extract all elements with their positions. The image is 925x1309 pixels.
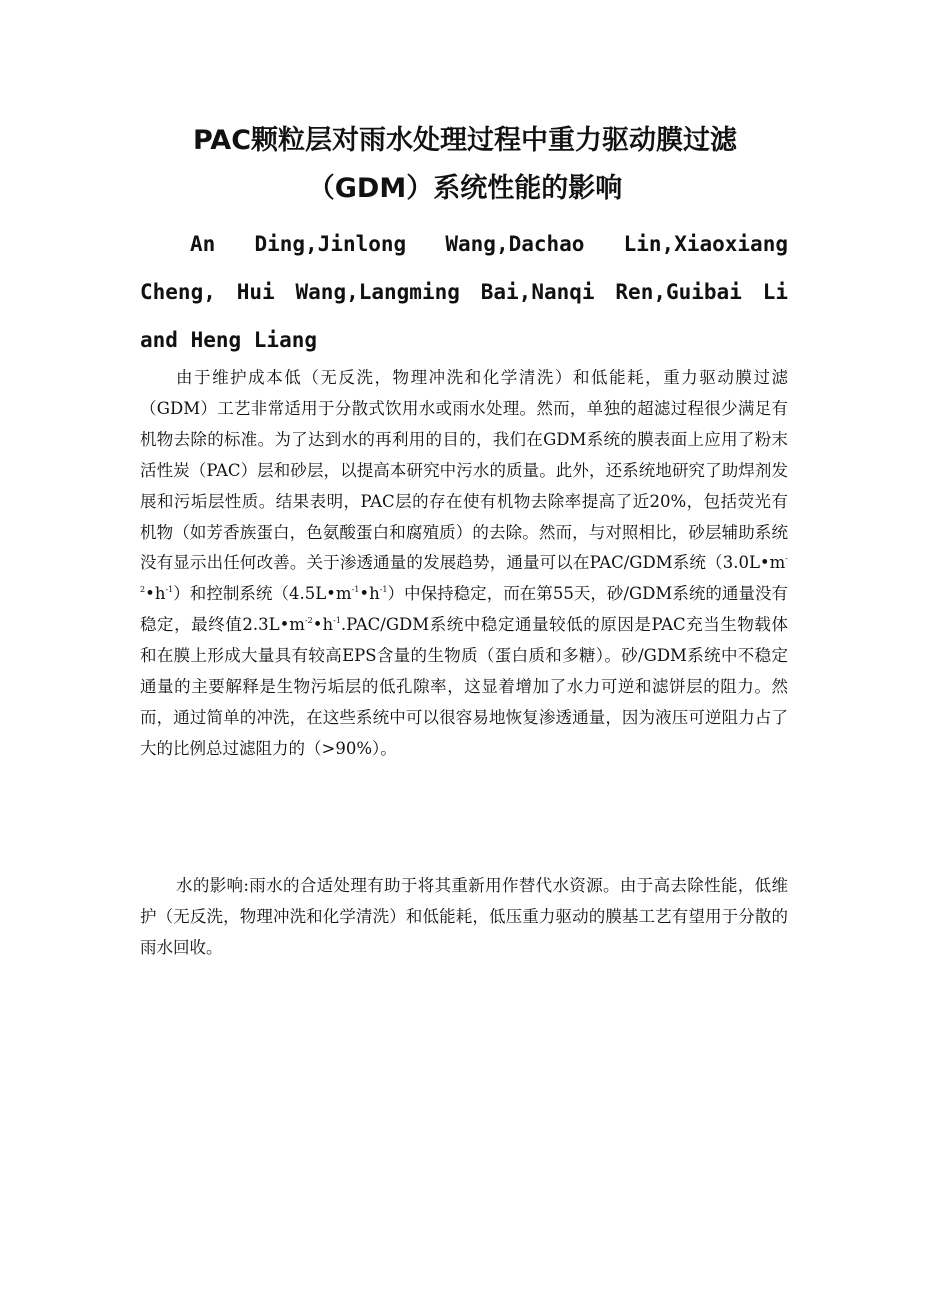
abstract-text-7: .PAC/GDM系统中稳定通量较低的原因是PAC充当生物载体和在膜上形成大量具有较高EPS含量的生物质（蛋白质和多糖）。砂/GDM系统中不稳定通量的主要解释是生物污垢层的低孔隙率，这显着增加了水力可逆和滤饼层的阻力。然而，通过简单的冲洗，在这些系统中可以很容易地恢复渗透通量，因为液压可逆阻力占了大的比例总过滤阻力的（>90%）。	[140, 615, 788, 758]
abstract-text-6: •h	[312, 615, 334, 635]
abstract-sup-3: -1	[351, 585, 360, 595]
abstract-sup-5: -2	[304, 616, 313, 626]
author-list: An Ding,Jinlong Wang,Dachao Lin,Xiaoxiang Cheng, Hui Wang,Langming Bai,Nanqi Ren,Guibai Li and Heng Liang	[140, 232, 788, 352]
abstract-text-2: •h	[145, 584, 166, 604]
abstract-sup-1: -2	[140, 554, 788, 595]
abstract-text-1: 由于维护成本低（无反洗，物理冲洗和化学清洗）和低能耗，重力驱动膜过滤（GDM）工艺非常适用于分散式饮用水或雨水处理。然而，单独的超滤过程很少满足有机物去除的标准。为了达到水的再利用的目的，我们在GDM系统的膜表面上应用了粉末活性炭（PAC）层和砂层，以提高本研究中污水的质量。此外，还系统地研究了助焊剂发展和污垢层性质。结果表明，PAC层的存在使有机物去除率提高了近20%，包括荧光有机物（如芳香族蛋白，色氨酸蛋白和腐殖质）的去除。然而，与对照相比，砂层辅助系统没有显示出任何改善。关于渗透通量的发展趋势，通量可以在PAC/GDM系统（3.0L•m	[140, 368, 788, 573]
abstract-text-4: •h	[359, 584, 380, 604]
abstract-sup-4: -1	[379, 585, 388, 595]
abstract-sup-6: -1	[333, 616, 341, 626]
impact-paragraph: 水的影响:雨水的合适处理有助于将其重新用作替代水资源。由于高去除性能，低维护（无反洗，物理冲洗和化学清洗）和低能耗，低压重力驱动的膜基工艺有望用于分散的雨水回收。	[140, 876, 788, 957]
title-line-1: PAC颗粒层对雨水处理过程中重力驱动膜过滤	[192, 125, 738, 156]
abstract-sup-2: -1	[165, 585, 174, 595]
abstract-text-3: ）和控制系统（4.5L•m	[173, 584, 352, 604]
title-line-2: （GDM）系统性能的影响	[307, 173, 623, 204]
abstract-text-5: ）中保持稳定，而在第55天，砂/GDM系统的通量没有稳定，最终值2.3L•m	[140, 584, 789, 635]
abstract-paragraph	[140, 363, 788, 765]
